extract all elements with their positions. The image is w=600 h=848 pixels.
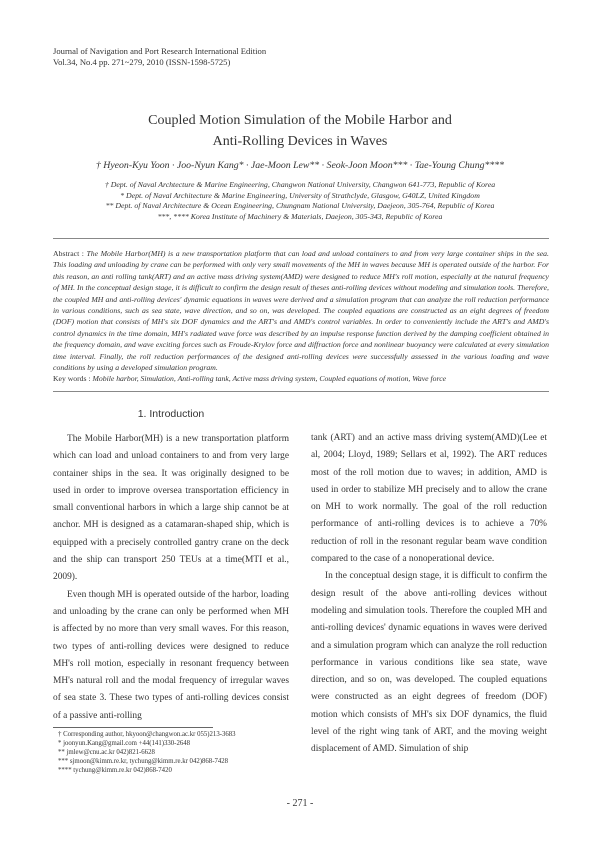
paragraph: tank (ART) and an active mass driving system(AMD)(Lee et al, 2004; Lloyd, 1989; Sellars et al, 1992). The ART reduces most of the roll motion due to waves; in addition, AMD is used in order to stabilize MH precisely and to allow the crane on MH to work normally. The goal of the roll reduction performance of anti-rolling devices is to achieve a 70% reduction of roll in the resonant regular beam wave condition compared to the case of a nonoperational device. (311, 433, 547, 565)
author-list: † Hyeon-Kyu Yoon · Joo-Nyun Kang* · Jae-Moon Lew** · Seok-Joon Moon*** · Tae-Young Chung**** (95, 160, 505, 171)
affiliation-1: † Dept. of Naval Archtecture & Marine Engineering, Changwon National University, Changwon 641-773, Republic of Korea (104, 180, 496, 189)
footnote-3: *** sjmoon@kimm.re.kr, tychung@kimm.re.kr 042)868-7428 (58, 758, 229, 766)
keywords-label: Key words : (53, 374, 91, 383)
paragraph: The Mobile Harbor(MH) is a new transportation platform which can load and unload containers to and from very large container ships in the sea. It was originally designed to be used in order to improve oversea transportation efficiency in small conventional harbors in which a large ship cannot be at anchor. MH is designed as a catamaran-shaped ship, which is equipped with a precisely controlled gantry crane on the deck and the ship can transport 250 TEUs at a time(MTI et al., 2009). (53, 434, 289, 583)
footnotes (58, 730, 236, 775)
abstract-top-rule (53, 238, 549, 239)
affiliation-4: ***, **** Korea Institute of Machinery & Materials, Daejeon, 305-343, Republic of Korea (157, 211, 443, 221)
journal-name: Journal of Navigation and Port Research International Edition (53, 46, 267, 56)
footnote-corresponding: † Corresponding author, hkyoon@changwon.ac.kr 055)213-3683 (58, 731, 236, 738)
keywords-text: Mobile harbor, Simulation, Anti-rolling tank, Active mass driving system, Coupled equations of motion, Wave force (92, 374, 447, 383)
title-line-1: Coupled Motion Simulation of the Mobile Harbor and (148, 113, 452, 128)
affiliations (0, 180, 600, 222)
section-heading: 1. Introduction (137, 408, 205, 420)
abstract-text: The Mobile Harbor(MH) is a new transportation platform that can load and unload containers to and from very large container ships in the sea. This loading and unloading by crane can be performed with only very small movements of the MH in waves because MH is operated outside of the harbor. For this reason, an anti rolling tank(ART) and an active mass driving system(AMD) were designed to reduce MH's roll motion, especially at the natural frequency of MH. In the conceptual design stage, it is difficult to confirm the design result of theses anti-rolling devices without modeling and simulation tools. Therefore, the coupled MH and anti-rolling devices' dynamic equations in waves were derived and a simulation program that can analyze the roll reduction performance in various conditions, such as sea state, wave direction, and so on, was developed. The coupled equations are constructed as an eight degrees of freedom (DOF) motion that consists of MH's six DOF dynamics and the ART's and AMD's control variables. In order to conveniently include the ART's and AMD's control dynamics in the time domain, MH's radiated wave force was described by an impulse response function derived by the damping coefficient obtained in the frequency domain, and wave exciting forces such as Froude-Krylov force and diffraction force and nonlinear buoyancy were calculated at every simulation time interval. Finally, the roll reduction performances of the designed anti-rolling devices were successfully assessed in the various loading and wave conditions by using a developed simulation program. (53, 249, 549, 373)
abstract-label: Abstract : (53, 249, 84, 258)
affiliation-3: ** Dept. of Naval Architecture & Ocean Engineering, Chungnam National University, Daejeon, 305-764, Republic of Korea (105, 201, 495, 210)
keywords-bottom-rule (53, 391, 549, 392)
journal-volume: Vol.34, No.4 pp. 271~279, 2010 (ISSN-1598-5725) (53, 57, 231, 67)
footnote-rule (53, 727, 213, 728)
title-line-2: Anti-Rolling Devices in Waves (212, 134, 388, 149)
footnote-4: **** tychung@kimm.re.kr 042)868-7420 (58, 767, 172, 775)
left-column (53, 431, 289, 725)
footnote-2: ** jmlew@cnu.ac.kr 042)821-6628 (58, 749, 155, 757)
footnote-1: * joonyun.Kang@gmail.com +44(141)330-2648 (58, 740, 191, 748)
journal-header (53, 46, 266, 68)
paragraph: In the conceptual design stage, it is difficult to confirm the design result of the above anti-rolling devices without modeling and simulation tools. Therefore the coupled MH and anti-rolling devices' dynamic equations in waves were derived and a simulation program which can analyze the roll reduction performance in various conditions like sea state, wave direction, and so on, was developed. The coupled equations were constructed as an eight degrees of freedom (DOF) motion which consists of MH's six DOF dynamics, the fluid level of the right wing tank of ART, and the moving weight displacement of AMD. Simulation of ship (311, 571, 547, 755)
paragraph: Even though MH is operated outside of the harbor, loading and unloading by the crane can only be performed when MH is affected by no more than very small waves. For this reason, two types of anti-rolling devices were designed to reduce MH's roll motion, especially in resonant frequency between MH's natural roll and the modal frequency of irregular waves of sea state 3. These two types of anti-rolling devices consist of a passive anti-rolling (53, 589, 289, 721)
right-column (311, 430, 547, 759)
paper-title (0, 110, 600, 152)
abstract (53, 248, 549, 373)
affiliation-2: * Dept. of Naval Architecture & Marine Engineering, University of Strathclyde, Glasgow, G40LZ, United Kingdom (120, 190, 480, 200)
page-number: - 271 - (286, 798, 314, 809)
keywords (53, 374, 553, 383)
